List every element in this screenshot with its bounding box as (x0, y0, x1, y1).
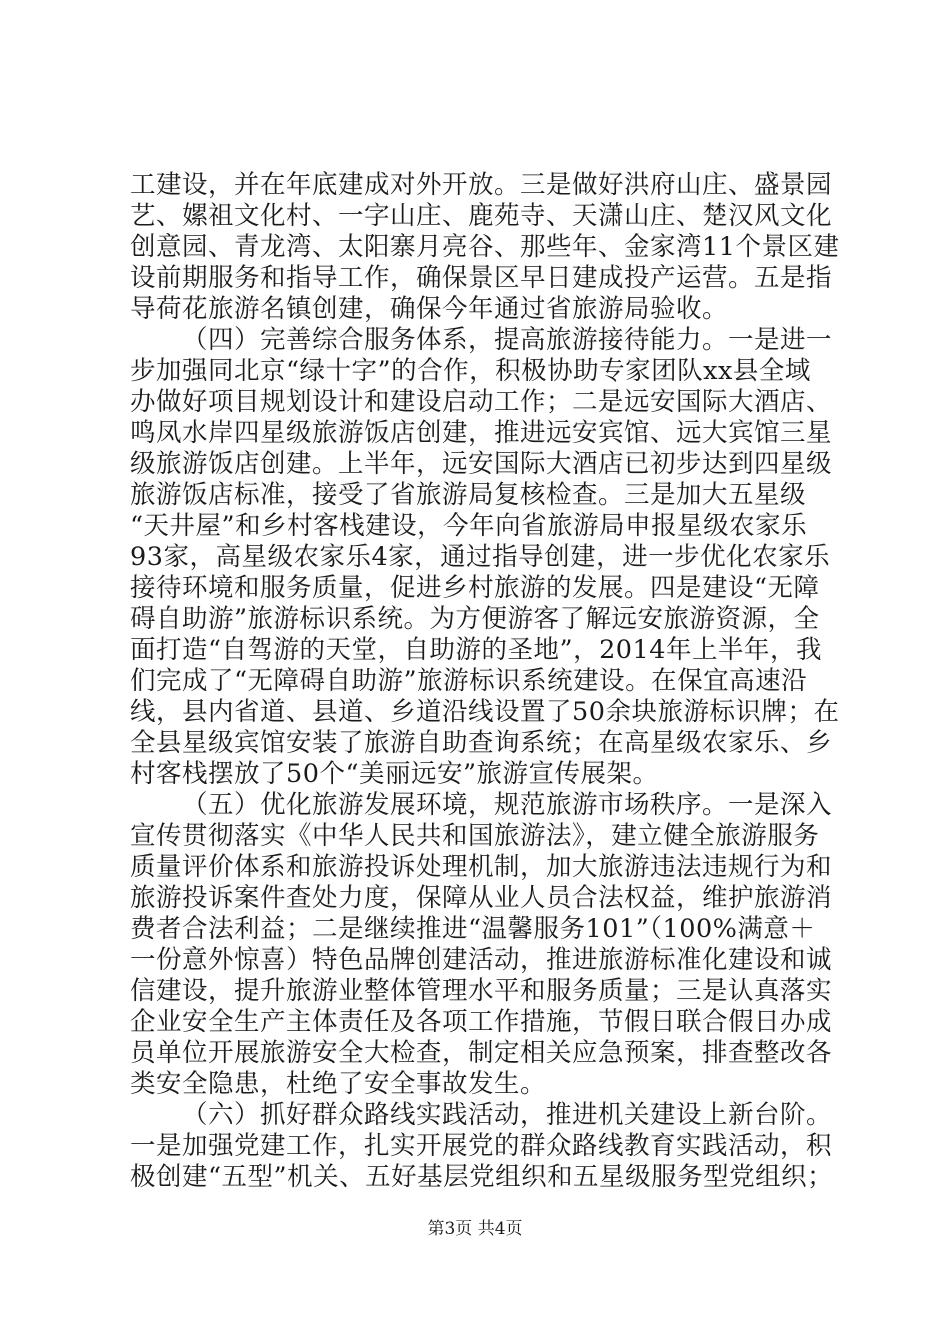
text-line: 线，县内省道、县道、乡道沿线设置了50余块旅游标识牌；在 (130, 697, 840, 727)
text-line: 步加强同北京“绿十字”的合作，积极协助专家团队xx县全域 (130, 356, 811, 386)
text-line: 村客栈摆放了50个“美丽远安”旅游宣传展架。 (130, 759, 659, 789)
text-line: 碍自助游”旅游标识系统。为方便游客了解远安旅游资源，全 (130, 604, 820, 634)
text-line: 办做好项目规划设计和建设启动工作；二是远安国际大酒店、 (130, 387, 833, 417)
text-line: 一是加强党建工作，扎实开展党的群众路线教育实践活动，积 (130, 1131, 833, 1161)
text-line: （六）抓好群众路线实践活动，推进机关建设上新台阶。 (182, 1100, 833, 1130)
text-line: 93家，高星级农家乐4家，通过指导创建，进一步优化农家乐 (130, 542, 831, 572)
text-line: 旅游饭店标准，接受了省旅游局复核检查。三是加大五星级 (130, 480, 807, 510)
text-line: 艺、嫘祖文化村、一字山庄、鹿苑寺、天潇山庄、楚汉风文化 (130, 201, 833, 231)
text-line: 级旅游饭店创建。上半年，远安国际大酒店已初步达到四星级 (130, 449, 833, 479)
text-line: 创意园、青龙湾、太阳寨月亮谷、那些年、金家湾11个景区建 (130, 232, 840, 262)
text-line: 极创建“五型”机关、五好基层党组织和五星级服务型党组织； (130, 1162, 834, 1192)
text-line: 面打造“自驾游的天堂，自助游的圣地”，2014年上半年，我 (130, 635, 822, 665)
text-line: 类安全隐患，杜绝了安全事故发生。 (130, 1069, 547, 1099)
text-line: 全县星级宾馆安装了旅游自助查询系统；在高星级农家乐、乡 (130, 728, 833, 758)
text-line: 导荷花旅游名镇创建，确保今年通过省旅游局验收。 (130, 294, 729, 324)
text-line: 企业安全生产主体责任及各项工作措施，节假日联合假日办成 (130, 1007, 833, 1037)
text-line: 一份意外惊喜）特色品牌创建活动，推进旅游标准化建设和诚 (130, 945, 833, 975)
text-line: 费者合法利益；二是继续推进“温馨服务101”（100%满意＋ (130, 914, 816, 944)
text-line: 鸣凤水岸四星级旅游饭店创建，推进远安宾馆、远大宾馆三星 (130, 418, 833, 448)
text-line: 工建设，并在年底建成对外开放。三是做好洪府山庄、盛景园 (130, 170, 833, 200)
text-line: 宣传贯彻落实《中华人民共和国旅游法》，建立健全旅游服务 (130, 821, 820, 851)
text-line: 设前期服务和指导工作，确保景区早日建成投产运营。五是指 (130, 263, 833, 293)
text-line: （五）优化旅游发展环境，规范旅游市场秩序。一是深入 (182, 790, 833, 820)
text-line: 们完成了“无障碍自助游”旅游标识系统建设。在保宜高速沿 (130, 666, 808, 696)
text-line: “天井屋”和乡村客栈建设，今年向省旅游局申报星级农家乐 (130, 511, 808, 541)
text-line: 信建设，提升旅游业整体管理水平和服务质量；三是认真落实 (130, 976, 833, 1006)
text-line: （四）完善综合服务体系，提高旅游接待能力。一是进一 (182, 325, 833, 355)
text-line: 质量评价体系和旅游投诉处理机制，加大旅游违法违规行为和 (130, 852, 833, 882)
text-line: 接待环境和服务质量，促进乡村旅游的发展。四是建设“无障 (130, 573, 820, 603)
text-line: 员单位开展旅游安全大检查，制定相关应急预案，排查整改各 (130, 1038, 833, 1068)
page-footer: 第3页 共4页 (427, 1219, 523, 1239)
text-line: 旅游投诉案件查处力度，保障从业人员合法权益，维护旅游消 (130, 883, 833, 913)
document-body (130, 170, 842, 1193)
